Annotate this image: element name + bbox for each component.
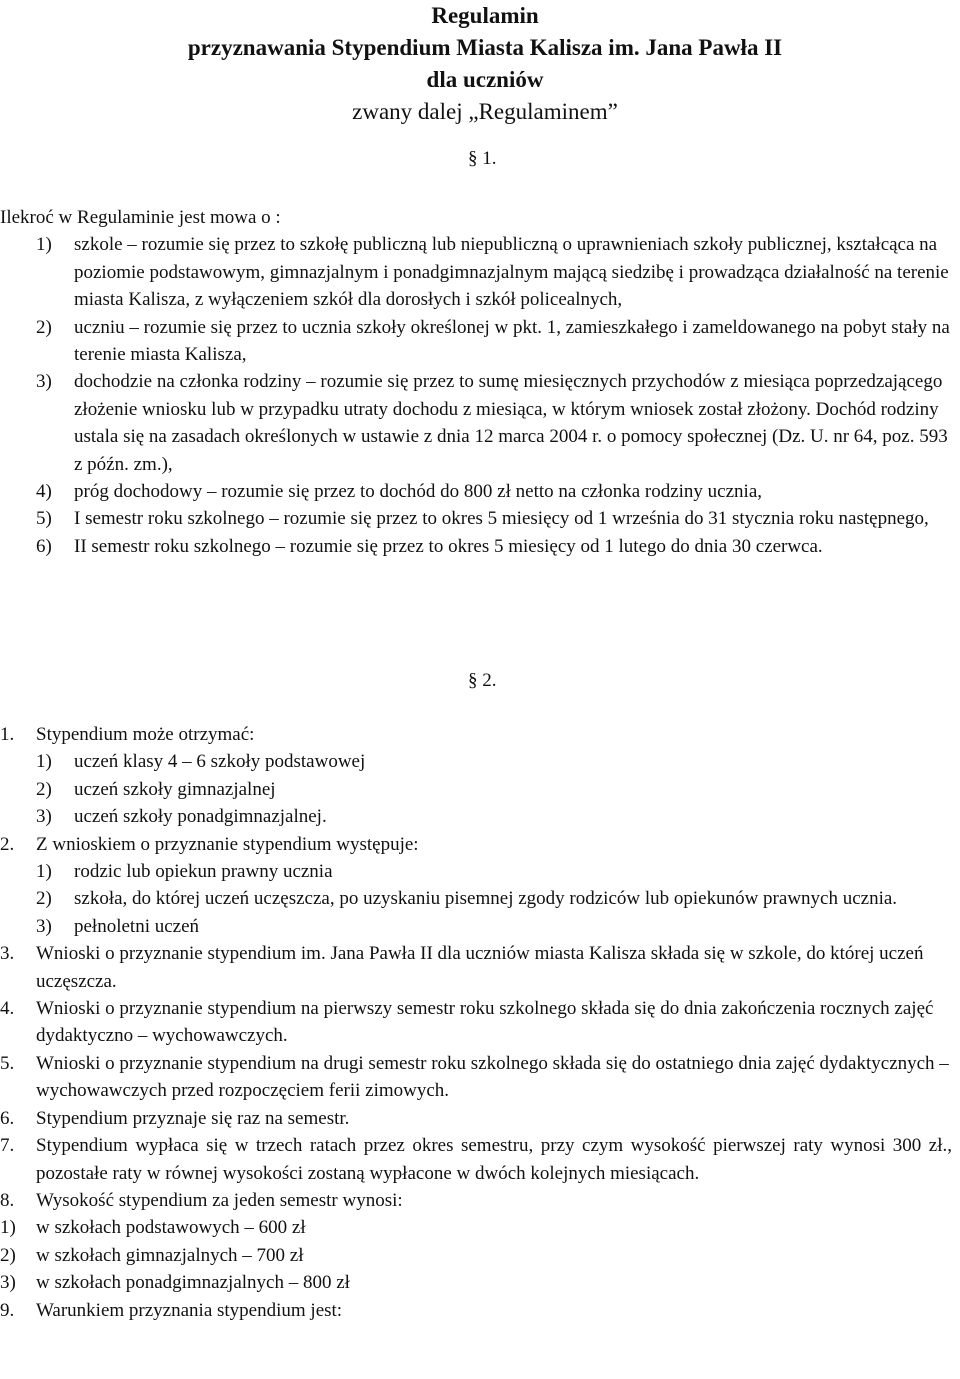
list-item xyxy=(0,505,952,532)
item-text: uczeń klasy 4 – 6 szkoły podstawowej xyxy=(74,751,366,773)
paragraph-number: 2. xyxy=(0,833,15,855)
item-number: 1) xyxy=(36,751,52,773)
item-text: rodzic lub opiekun prawny ucznia xyxy=(74,861,333,883)
item-text: w szkołach podstawowych – 600 zł xyxy=(36,1217,306,1239)
paragraph-1 xyxy=(0,721,952,748)
list-item xyxy=(0,368,952,478)
title-line-4: zwany dalej „Regulaminem” xyxy=(352,99,618,124)
item-text: w szkołach ponadgimnazjalnych – 800 zł xyxy=(36,1272,350,1294)
paragraph-text: Stypendium wypłaca się w trzech ratach przez okres semestru, przy czym wysokość pierwszej raty wynosi 300 zł., pozostałe raty w równej wysokości zostaną wypłacone w dwóch kolejnych miesiącach. xyxy=(36,1135,952,1184)
item-number: 1) xyxy=(36,234,52,256)
item-text: uczeń szkoły gimnazjalnej xyxy=(74,778,276,800)
list-item xyxy=(0,533,952,560)
item-text: szkoła, do której uczeń uczęszcza, po uzyskaniu pisemnej zgody rodziców lub opiekunów prawnych ucznia. xyxy=(74,888,898,910)
list-item xyxy=(0,913,952,940)
list-item xyxy=(0,314,952,369)
paragraph-number: 1. xyxy=(0,724,15,745)
list-item xyxy=(0,1214,952,1241)
list-item xyxy=(0,748,952,775)
section-1-mark: § 1. xyxy=(468,148,497,169)
section-2-content xyxy=(0,721,952,1324)
paragraph-text: Z wnioskiem o przyznanie stypendium występuje: xyxy=(36,833,419,855)
paragraph-text: Wysokość stypendium za jeden semestr wynosi: xyxy=(36,1189,403,1211)
paragraph-text: Stypendium może otrzymać: xyxy=(36,724,255,745)
paragraph-5 xyxy=(0,1050,952,1105)
item-text: szkole – rozumie się przez to szkołę publiczną lub niepubliczną o uprawnieniach szkoły publicznej, kształcąca na poziomie podstawowym, gimnazjalnym i ponadgimnazjalnym mającą siedzibę i prowadząca działalność na terenie miasta Kalisza, z wyłączeniem szkół dla dorosłych i szkół policealnych, xyxy=(74,234,949,311)
item-number: 5) xyxy=(36,508,52,530)
paragraph-6 xyxy=(0,1105,952,1132)
list-item xyxy=(0,858,952,885)
section-1-content xyxy=(0,204,952,560)
paragraph-4 xyxy=(0,995,952,1050)
item-number: 1) xyxy=(0,1217,16,1239)
item-number: 6) xyxy=(36,535,52,557)
title-line-1: Regulamin xyxy=(431,3,539,28)
paragraph-text: Wnioski o przyznanie stypendium na pierwszy semestr roku szkolnego składa się do dnia zakończenia rocznych zajęć dydaktyczno – wychowawczych. xyxy=(36,998,934,1047)
item-text: dochodzie na członka rodziny – rozumie się przez to sumę miesięcznych przychodów z miesiąca poprzedzającego złożenie wniosku lub w przypadku utraty dochodu z miesiąca, w którym wniosek został złożony. Dochód rodziny ustala się na zasadach określonych w ustawie z dnia 12 marca 2004 r. o pomocy społecznej (Dz. U. nr 64, poz. 593 z późn. zm.), xyxy=(74,371,948,475)
item-text: pełnoletni uczeń xyxy=(74,915,200,937)
item-text: w szkołach gimnazjalnych – 700 zł xyxy=(36,1244,304,1266)
item-number: 3) xyxy=(36,371,52,393)
item-number: 2) xyxy=(36,778,52,800)
paragraph-3 xyxy=(0,940,952,995)
document-title-block xyxy=(0,0,960,128)
item-number: 4) xyxy=(36,481,52,503)
list-item xyxy=(0,1269,952,1296)
paragraph-text: Stypendium przyznaje się raz na semestr. xyxy=(36,1107,350,1129)
paragraph-8 xyxy=(0,1187,952,1214)
list-item xyxy=(0,231,952,313)
item-number: 2) xyxy=(36,888,52,910)
paragraph-number: 7. xyxy=(0,1135,15,1157)
paragraph-number: 3. xyxy=(0,943,15,965)
paragraph-number: 4. xyxy=(0,998,15,1020)
item-text: uczniu – rozumie się przez to ucznia szkoły określonej w pkt. 1, zamieszkałego i zameldowanego na pobyt stały na terenie miasta Kalisza, xyxy=(74,316,950,366)
list-item xyxy=(0,1242,952,1269)
paragraph-2 xyxy=(0,831,952,858)
title-line-3: dla uczniów xyxy=(426,67,544,92)
paragraph-7 xyxy=(0,1132,952,1187)
item-text: II semestr roku szkolnego – rozumie się przez to okres 5 miesięcy od 1 lutego do dnia 30 czerwca. xyxy=(74,535,823,557)
item-text: próg dochodowy – rozumie się przez to dochód do 800 zł netto na członka rodziny ucznia, xyxy=(74,481,763,503)
paragraph-text: Warunkiem przyznania stypendium jest: xyxy=(36,1299,343,1321)
item-number: 2) xyxy=(36,316,52,338)
paragraph-number: 5. xyxy=(0,1052,15,1074)
paragraph-number: 6. xyxy=(0,1107,15,1129)
section-1-intro: Ilekroć w Regulaminie jest mowa o : xyxy=(0,207,281,228)
item-text: I semestr roku szkolnego – rozumie się przez to okres 5 miesięcy od 1 września do 31 stycznia roku następnego, xyxy=(74,508,929,530)
list-item xyxy=(0,885,952,912)
item-number: 3) xyxy=(0,1272,16,1294)
paragraph-number: 9. xyxy=(0,1299,15,1321)
list-item xyxy=(0,776,952,803)
title-line-2: przyznawania Stypendium Miasta Kalisza im. Jana Pawła II xyxy=(187,35,783,60)
item-number: 3) xyxy=(36,915,52,937)
paragraph-9 xyxy=(0,1297,952,1324)
paragraph-text: Wnioski o przyznanie stypendium im. Jana Pawła II dla uczniów miasta Kalisza składa się w szkole, do której uczeń uczęszcza. xyxy=(36,943,924,992)
item-number: 3) xyxy=(36,806,52,828)
item-number: 2) xyxy=(0,1244,16,1266)
list-item xyxy=(0,478,952,505)
paragraph-text: Wnioski o przyznanie stypendium na drugi semestr roku szkolnego składa się do ostatniego dnia zajęć dydaktycznych – wychowawczych przed rozpoczęciem ferii zimowych. xyxy=(36,1052,949,1102)
section-2-mark: § 2. xyxy=(468,670,497,691)
item-text: uczeń szkoły ponadgimnazjalnej. xyxy=(74,806,327,828)
paragraph-number: 8. xyxy=(0,1189,15,1211)
item-number: 1) xyxy=(36,861,52,883)
list-item xyxy=(0,803,952,830)
